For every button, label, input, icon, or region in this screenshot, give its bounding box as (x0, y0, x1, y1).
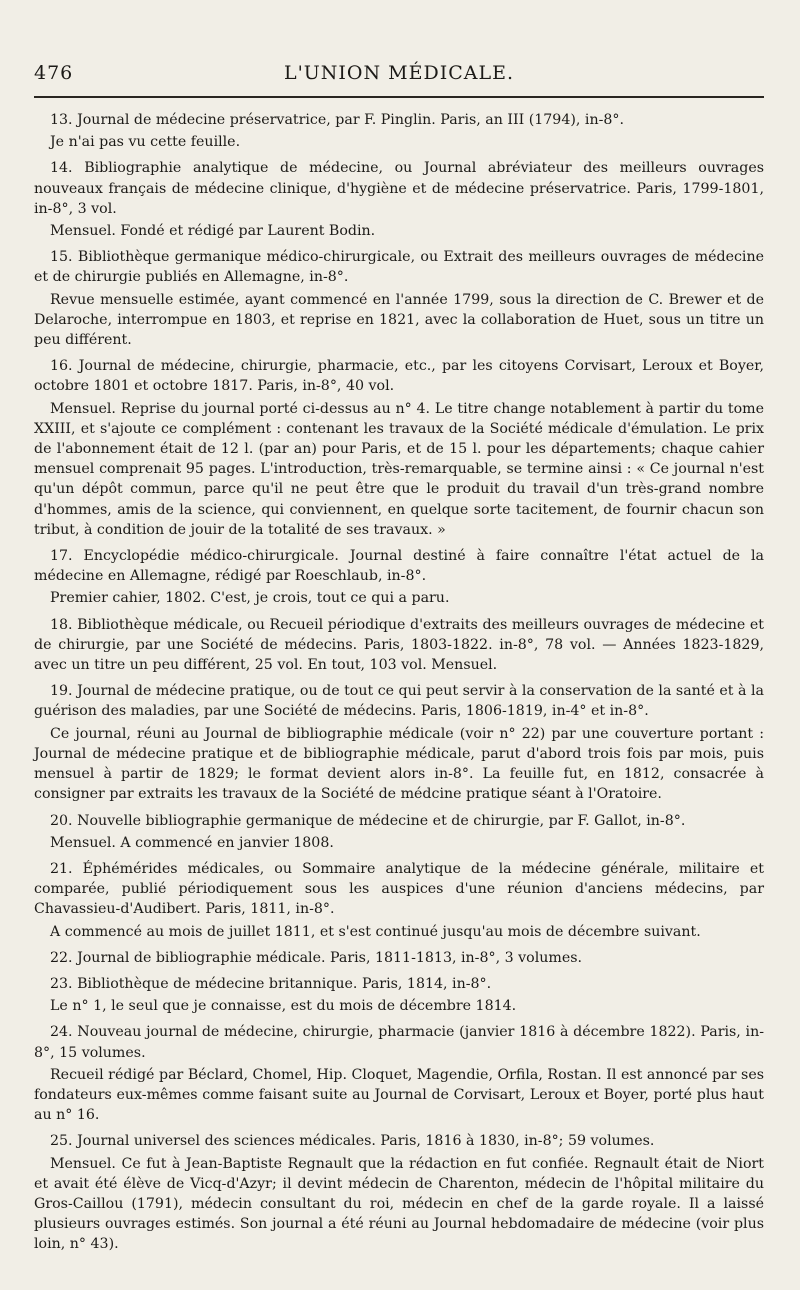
bibliography-entry-25 (34, 1131, 764, 1254)
entry-note: Ce journal, réuni au Journal de bibliographie médicale (voir n° 22) par une couverture portant : Journal de médecine pratique et de bibliographie médicale, parut d'abord trois fois par mois, puis mensuel à partir de 1829; le format devient alors in-8°. La feuille fut, en 1812, consacrée à consigner par extraits les travaux de la Société de médcine pratique séant à l'Oratoire. (34, 725, 764, 803)
entry-title: 19. Journal de médecine pratique, ou de tout ce qui peut servir à la conservation de la santé et à la guérison des maladies, par une Société de médecins. Paris, 1806-1819, in-4° et in-8°. (34, 683, 764, 720)
entry-note: Mensuel. A commencé en janvier 1808. (50, 834, 334, 851)
entry-title: 21. Éphémérides médicales, ou Sommaire analytique de la médecine générale, militaire et comparée, publié périodiquement sous les auspices d'une réunion d'anciens médecins, par Chavassieu-d'Audibert. Paris, 1811, in-8°. (34, 860, 764, 918)
entry-note: A commencé au mois de juillet 1811, et s'est continué jusqu'au mois de décembre suivant. (50, 923, 701, 940)
entry-title: 16. Journal de médecine, chirurgie, pharmacie, etc., par les citoyens Corvisart, Leroux et Boyer, octobre 1801 et octobre 1817. Paris, in-8°, 40 vol. (34, 358, 764, 395)
entry-title: 14. Bibliographie analytique de médecine, ou Journal abréviateur des meilleurs ouvrages nouveaux français de médecine clinique, d'hygiène et de médecine préservatrice. Paris, 1799-1801, in-8°, 3 vol. (34, 160, 764, 217)
entry-title: 23. Bibliothèque de médecine britannique. Paris, 1814, in-8°. (50, 975, 492, 992)
entry-note: Premier cahier, 1802. C'est, je crois, tout ce qui a paru. (50, 590, 450, 607)
entry-note: Mensuel. Reprise du journal porté ci-dessus au n° 4. Le titre change notablement à partir du tome XXIII, et s'ajoute ce complément : contenant les travaux de la Société médicale d'émulation. Le prix de l'abonnement était de 12 l. (par an) pour Paris, et de 15 l. pour les départements; chaque cahier mensuel comprenait 95 pages. L'introduction, très-remarquable, se termine ainsi : « Ce journal n'est qu'un dépôt commun, parce qu'il ne peut être que le produit du travail d'un très-grand nombre d'hommes, amis de la science, qui conviennent, en quelque sorte tacitement, de fournir chacun son tribut, à condition de jouir de la totalité de ses travaux. » (34, 400, 764, 538)
entry-title: 25. Journal universel des sciences médicales. Paris, 1816 à 1830, in-8°; 59 volumes. (50, 1133, 655, 1150)
running-title: L'UNION MÉDICALE. (283, 62, 515, 84)
bibliography-entry-13 (34, 110, 764, 152)
bibliography-entry-18 (34, 615, 764, 676)
entry-title: 17. Encyclopédie médico-chirurgicale. Journal destiné à faire connaître l'état actuel de la médecine en Allemagne, rédigé par Roeschlaub, in-8°. (34, 548, 764, 585)
entry-title: 18. Bibliothèque médicale, ou Recueil périodique d'extraits des meilleurs ouvrages de médecine et de chirurgie, par une Société de médecins. Paris, 1803-1822. in-8°, 78 vol. — Années 1823-1829, avec un titre un peu différent, 25 vol. En tout, 103 vol. Mensuel. (34, 616, 764, 674)
bibliography-entry-17 (34, 546, 764, 609)
entry-note: Revue mensuelle estimée, ayant commencé en l'année 1799, sous la direction de C. Brewer et de Delaroche, interrompue en 1803, et reprise en 1821, avec la collaboration de Huet, sous un titre un peu différent. (34, 291, 764, 349)
bibliography-entry-14 (34, 158, 764, 241)
entry-note: Je n'ai pas vu cette feuille. (50, 134, 241, 151)
bibliography-list (34, 110, 764, 1255)
bibliography-entry-21 (34, 859, 764, 942)
bibliography-entry-16 (34, 356, 764, 540)
entry-title: 13. Journal de médecine préservatrice, par F. Pinglin. Paris, an III (1794), in-8°. (50, 112, 625, 128)
entry-title: 22. Journal de bibliographie médicale. Paris, 1811-1813, in-8°, 3 volumes. (50, 949, 583, 966)
entry-title: 20. Nouvelle bibliographie germanique de médecine et de chirurgie, par F. Gallot, in-8°. (50, 812, 686, 829)
entry-note: Le n° 1, le seul que je connaisse, est du mois de décembre 1814. (50, 998, 517, 1015)
entry-title: 15. Bibliothèque germanique médico-chirurgicale, ou Extrait des meilleurs ouvrages de médecine et de chirurgie publiés en Allemagne, in-8°. (34, 249, 764, 286)
entry-note: Mensuel. Ce fut à Jean-Baptiste Regnault que la rédaction en fut confiée. Regnault était de Niort et avait été élève de Vicq-d'Azyr; il devint médecin de Charenton, médecin de l'hôpital militaire du Gros-Caillou (1791), médecin consultant du roi, médecin en chef de la garde royale. Il a laissé plusieurs ouvrages estimés. Son journal a été réuni au Journal hebdomadaire de médecine (voir plus loin, n° 43). (34, 1155, 764, 1253)
bibliography-entry-24 (34, 1022, 764, 1125)
bibliography-entry-23 (34, 974, 764, 1016)
bibliography-entry-15 (34, 247, 764, 350)
entry-note: Mensuel. Fondé et rédigé par Laurent Bodin. (50, 223, 376, 240)
page-number: 476 (34, 62, 74, 84)
entry-title: 24. Nouveau journal de médecine, chirurgie, pharmacie (janvier 1816 à décembre 1822). Paris, in-8°, 15 volumes. (34, 1024, 764, 1061)
bibliography-entry-20 (34, 811, 764, 853)
header-rule (34, 96, 764, 98)
bibliography-entry-22 (34, 948, 764, 968)
entry-note: Recueil rédigé par Béclard, Chomel, Hip. Cloquet, Magendie, Orfila, Rostan. Il est annoncé par ses fondateurs eux-mêmes comme faisant suite au Journal de Corvisart, Leroux et Boyer, porté plus haut au n° 16. (34, 1066, 764, 1124)
page-header (34, 58, 764, 90)
bibliography-entry-19 (34, 681, 764, 804)
